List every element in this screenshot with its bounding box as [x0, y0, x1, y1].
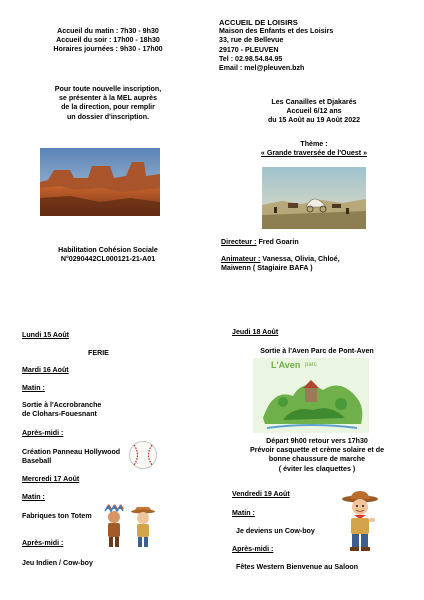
address-line: Maison des Enfants et des Loisirs: [219, 27, 334, 36]
hours-block: [28, 27, 188, 55]
animators-names: Vanessa, Olivia, Chloé,: [262, 255, 340, 264]
friday-morning-text: Je deviens un Cow-boy: [236, 527, 315, 535]
tuesday-afternoon-label: Après-midi :: [22, 429, 64, 437]
tuesday-label: Mardi 16 Août: [22, 366, 69, 374]
thursday-info-line: Départ 9h00 retour vers 17h30: [266, 437, 368, 445]
wednesday-afternoon-text: Jeu Indien / Cow-boy: [22, 559, 93, 567]
habilitation-block: [28, 246, 188, 264]
staff-block: [221, 238, 411, 274]
thursday-label: Jeudi 18 Août: [232, 328, 279, 336]
session-dates: du 15 Août au 19 Août 2022: [267, 116, 361, 125]
habilitation-title: Habilitation Cohésion Sociale: [58, 246, 158, 254]
aven-parc-image: [253, 358, 369, 433]
director-label: Directeur :: [221, 238, 257, 246]
wednesday-morning-text: Fabriques ton Totem: [22, 512, 92, 520]
friday-afternoon-label: Après-midi :: [232, 545, 274, 553]
tuesday-afternoon-line: Baseball: [22, 457, 52, 465]
thursday-info-line: Prévoir casquette et crème solaire et de: [249, 446, 385, 455]
inscription-block: [28, 85, 188, 122]
session-age: Accueil 6/12 ans: [286, 107, 342, 116]
director-name: Fred Goarin: [258, 238, 299, 246]
session-group: Les Canailles et Djakarés: [271, 98, 357, 106]
thursday-info-block: [222, 437, 412, 474]
aven-logo-word: L'Aven: [271, 360, 301, 370]
tuesday-morning-line: Sortie à l'Accrobranche: [22, 401, 102, 409]
thursday-info-line: bonne chaussure de marche: [268, 455, 366, 464]
thursday-info-line: ( éviter les claquettes ): [278, 464, 356, 473]
cowboy-kid-icon: [340, 490, 380, 552]
tuesday-afternoon-line: Création Panneau Hollywood: [22, 448, 121, 456]
monday-text: FERIE: [88, 349, 109, 357]
tuesday-morning-line: de Clohars-Fouesnant: [22, 410, 97, 418]
animators-row: [221, 255, 411, 264]
baseball-icon: [128, 440, 158, 470]
inscription-line: de la direction, pour remplir: [61, 103, 155, 112]
tuesday-morning-label: Matin :: [22, 384, 45, 392]
wednesday-afternoon-label: Après-midi :: [22, 539, 64, 547]
friday-morning-label: Matin :: [232, 509, 255, 517]
theme-value: « Grande traversée de l'Ouest »: [260, 149, 368, 158]
theme-label: Thème :: [300, 140, 328, 148]
director-row: [221, 238, 411, 247]
wagon-painting-image: [262, 167, 366, 229]
monday-label: Lundi 15 Août: [22, 331, 70, 339]
address-phone: Tel : 02.98.54.84.95: [219, 54, 283, 63]
address-line: 29170 - PLEUVEN: [219, 45, 279, 54]
animators-names-continued: Maiwenn ( Stagiaire BAFA ): [221, 264, 313, 273]
inscription-line: se présenter à la MEL auprès: [58, 94, 158, 103]
address-email: Email : mel@pleuven.bzh: [219, 64, 305, 73]
wednesday-morning-label: Matin :: [22, 493, 45, 501]
session-block: [224, 98, 404, 126]
inscription-line: un dossier d'inscription.: [66, 112, 150, 121]
hours-morning: Accueil du matin : 7h30 - 9h30: [57, 27, 159, 35]
friday-label: Vendredi 19 Août: [232, 490, 290, 498]
wednesday-label: Mercredi 17 Août: [22, 475, 80, 483]
inscription-line: Pour toute nouvelle inscription,: [54, 85, 162, 93]
hours-evening: Accueil du soir : 17h00 - 18h30: [56, 36, 160, 45]
parc-logo-word: parc: [305, 362, 317, 368]
friday-afternoon-text: Fêtes Western Bienvenue au Saloon: [236, 563, 359, 571]
address-block: [219, 18, 409, 73]
thursday-text: Sortie à l'Aven Parc de Pont-Aven: [260, 347, 374, 355]
desert-landscape-image: [40, 148, 160, 216]
address-title: ACCUEIL DE LOISIRS: [219, 18, 298, 27]
indian-cowboy-kids-icon: [100, 503, 160, 553]
address-line: 33, rue de Bellevue: [219, 36, 284, 45]
habilitation-number: N°0290442CL000121-21-A01: [60, 255, 156, 264]
animators-label: Animateur :: [221, 255, 261, 264]
theme-block: [224, 140, 404, 158]
hours-day: Horaires journées : 9h30 - 17h00: [53, 45, 163, 54]
